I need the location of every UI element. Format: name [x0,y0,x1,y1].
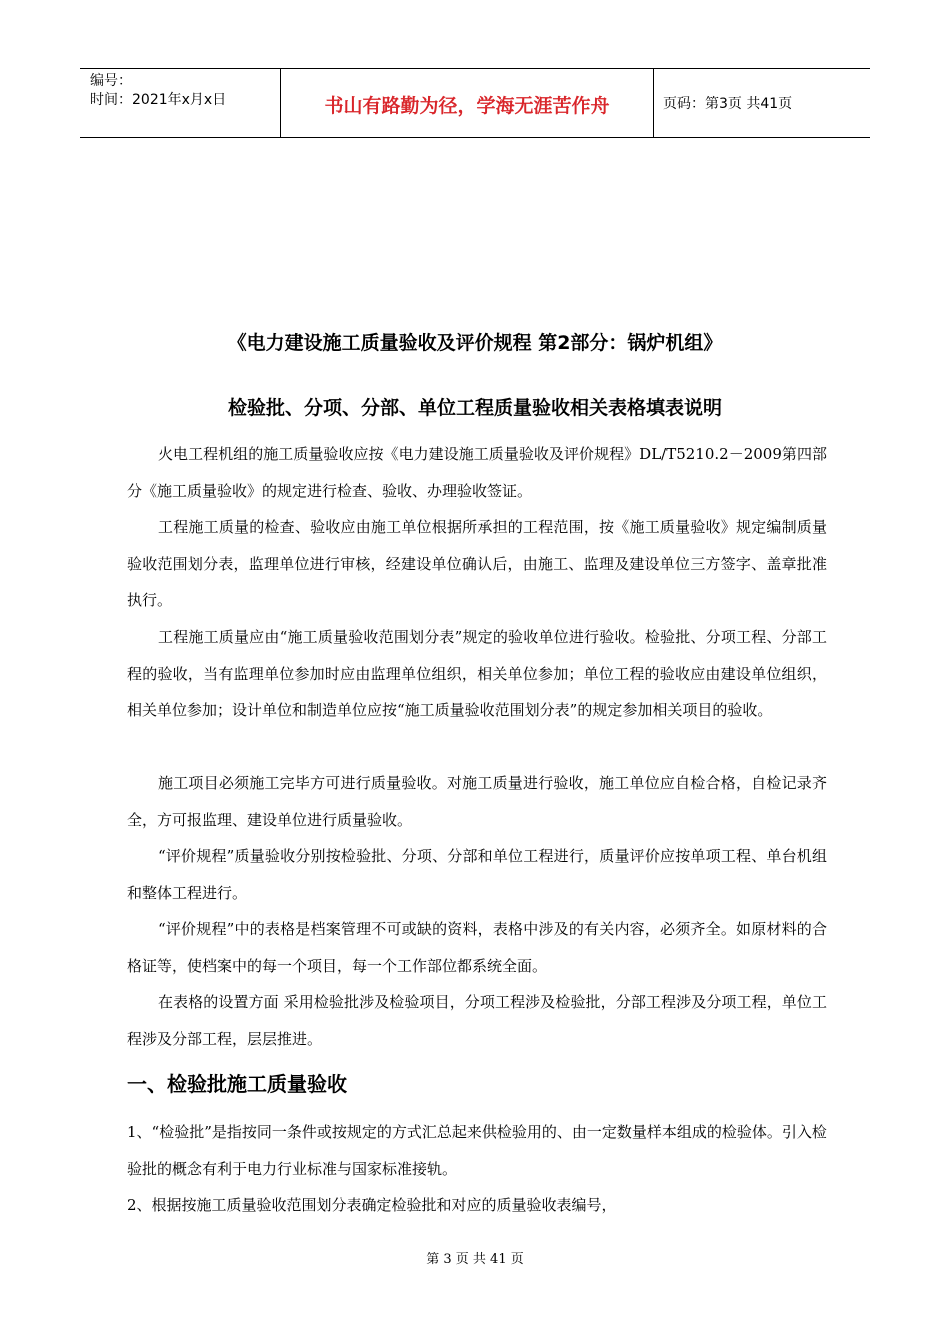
paragraph-4: 施工项目必须施工完毕方可进行质量验收。对施工质量进行验收，施工单位应自检合格，自检记录齐全，方可报监理、建设单位进行质量验收。 [127,774,827,829]
header-page-cell [653,69,870,137]
motto-text: 书山有路勤为径，学海无涯苦作舟 [324,95,610,117]
paragraph-7: 在表格的设置方面 采用检验批涉及检验项目，分项工程涉及检验批，分部工程涉及分项工程，单位工程涉及分部工程，层层推进。 [127,993,827,1048]
list-item-1: 1、“检验批”是指按同一条件或按规定的方式汇总起来供检验用的、由一定数量样本组成的检验体。引入检验批的概念有利于电力行业标准与国家标准接轨。 [127,1123,827,1178]
document-subtitle: 检验批、分项、分部、单位工程质量验收相关表格填表说明 [227,397,722,419]
paragraph-5: “评价规程”质量验收分别按检验批、分项、分部和单位工程进行，质量评价应按单项工程、单台机组和整体工程进行。 [127,847,827,902]
paragraph-2: 工程施工质量的检查、验收应由施工单位根据所承担的工程范围，按《施工质量验收》规定编制质量验收范围划分表，监理单位进行审核，经建设单位确认后，由施工、监理及建设单位三方签字、盖章批准执行。 [127,518,827,609]
paragraph-6: “评价规程”中的表格是档案管理不可或缺的资料，表格中涉及的有关内容，必须齐全。如原材料的合格证等，使档案中的每一个项目，每一个工作部位都系统全面。 [127,920,827,975]
time-label: 时间：2021年x月x日 [90,92,227,108]
header-table [80,68,870,138]
paragraph-3: 工程施工质量应由“施工质量验收范围划分表”规定的验收单位进行验收。检验批、分项工程、分部工程的验收，当有监理单位参加时应由监理单位组织，相关单位参加；单位工程的验收应由建设单位组织，相关单位参加；设计单位和制造单位应按“施工质量验收范围划分表”的规定参加相关项目的验收。 [127,628,827,719]
page-info: 页码：第3页 共41页 [663,96,793,112]
number-label: 编号： [90,73,132,89]
list-item-2: 2、根据按施工质量验收范围划分表确定检验批和对应的质量验收表编号， [127,1196,617,1214]
header-left-cell [80,69,280,137]
paragraph-1: 火电工程机组的施工质量验收应按《电力建设施工质量验收及评价规程》DL/T5210.2－2009第四部分《施工质量验收》的规定进行检查、验收、办理验收签证。 [127,445,827,500]
page-footer: 第 3 页 共 41 页 [426,1252,524,1267]
section-heading: 一、检验批施工质量验收 [127,1072,347,1096]
document-title: 《电力建设施工质量验收及评价规程 第2部分：锅炉机组》 [227,332,723,354]
header-motto-cell [280,69,654,137]
